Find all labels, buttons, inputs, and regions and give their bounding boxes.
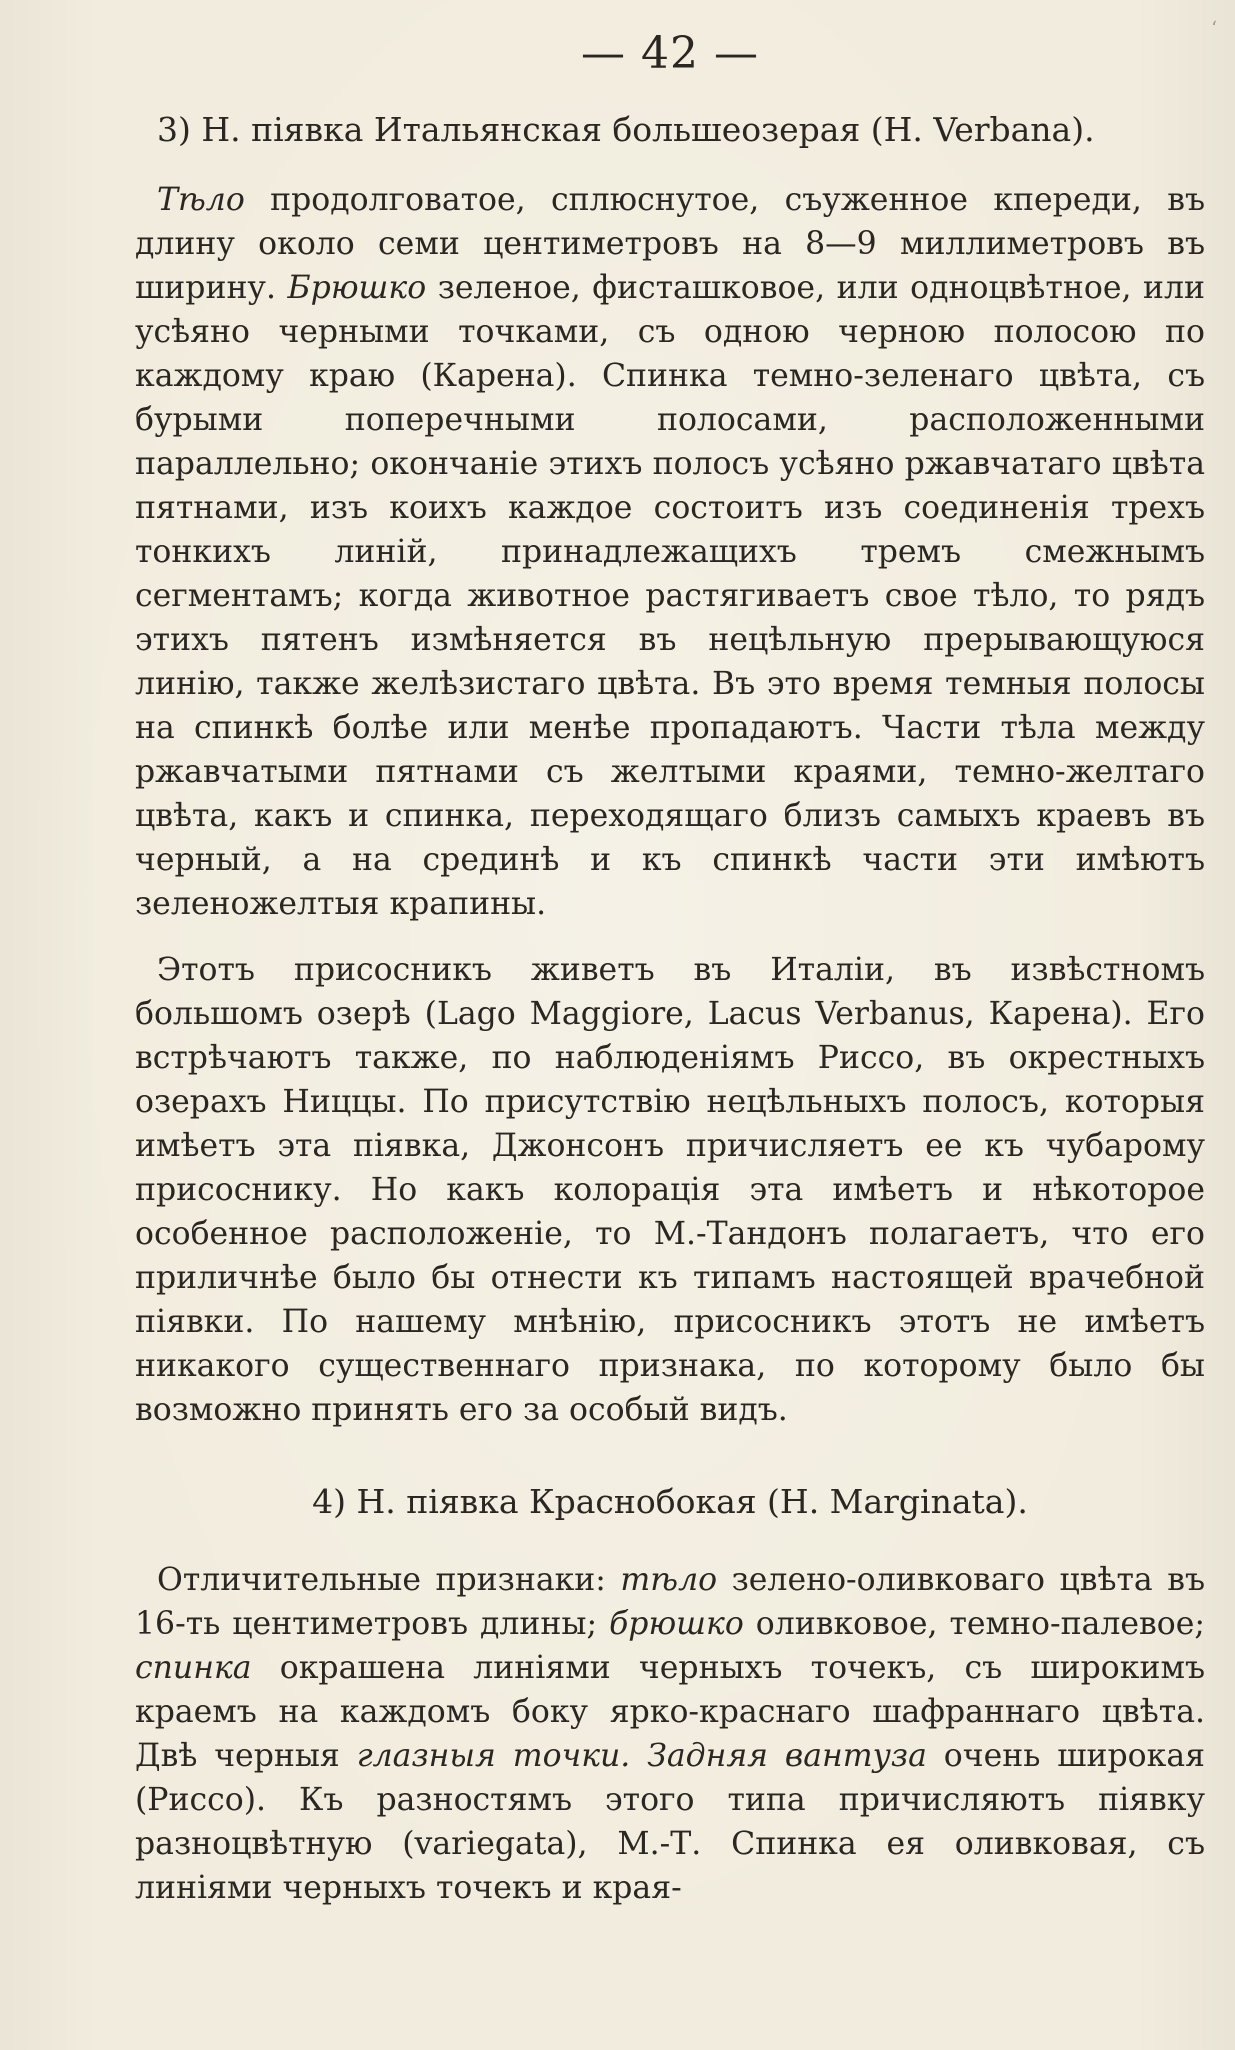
section-3-paragraph-1 (135, 178, 1205, 926)
page-content (135, 30, 1205, 1910)
paragraph-text: Отличительные признаки: (157, 1561, 621, 1598)
italic-term-belly: Брюшко (287, 269, 427, 306)
section-4-heading: 4) Н. піявка Краснобокая (H. Marginata). (312, 1481, 1028, 1521)
section-4-paragraph-1 (135, 1558, 1205, 1910)
paragraph-text: оливковое, темно-палевое; (743, 1605, 1205, 1642)
paragraph-text: зелено-оливковаго цвѣта въ 16-ть центиметровъ длины; (135, 1561, 1205, 1642)
page-number: — 42 — (581, 28, 759, 79)
corner-mark: ‘ (1211, 18, 1217, 39)
italic-term-body: Тѣло (157, 181, 245, 218)
section-3-heading: 3) Н. піявка Итальянская большеозерая (H. Verbana). (157, 110, 1095, 150)
italic-term-eye-points: глазныя точки. Задняя вантуза (356, 1737, 927, 1774)
paragraph-text: очень широкая (Риссо). Къ разностямъ этого типа причисляютъ піявку разноцвѣтную (variegata), М.-Т. Спинка ея оливковая, съ линіями черныхъ точекъ и края- (135, 1737, 1205, 1906)
paragraph-text: окрашена линіями черныхъ точекъ, съ широкимъ краемъ на каждомъ боку ярко-краснаго шафраннаго цвѣта. Двѣ черныя (135, 1649, 1205, 1774)
section-3-paragraph-2: Этотъ присосникъ живетъ въ Италіи, въ извѣстномъ большомъ озерѣ (Lago Maggiore, Lacus Verbanus, Карена). Его встрѣчаютъ также, по наблюденіямъ Риссо, въ окрестныхъ озерахъ Ниццы. По присутствію нецѣльныхъ полосъ, которыя имѣетъ эта піявка, Джонсонъ причисляетъ ее къ чубарому присоснику. Но какъ колорація эта имѣетъ и нѣкоторое особенное расположеніе, то М.-Тандонъ полагаетъ, что его приличнѣе было бы отнести къ типамъ настоящей врачебной піявки. По нашему мнѣнію, присосникъ этотъ не имѣетъ никакого существеннаго признака, по которому было бы возможно принять его за особый видъ. (135, 951, 1205, 1428)
italic-term-belly: брюшко (609, 1605, 744, 1642)
italic-term-body: тѣло (620, 1561, 718, 1598)
paragraph-text: зеленое, фисташковое, или одноцвѣтное, или усѣяно черными точками, съ одною черною полосою по каждому краю (Карена). Спинка темно-зеленаго цвѣта, съ бурыми поперечными полосами, расположенными параллельно; окончаніе этихъ полосъ усѣяно ржавчатаго цвѣта пятнами, изъ коихъ каждое состоитъ изъ соединенія трехъ тонкихъ линій, принадлежащихъ тремъ смежнымъ сегментамъ; когда животное растягиваетъ свое тѣло, то рядъ этихъ пятенъ измѣняется въ нецѣльную прерывающуюся линію, также желѣзистаго цвѣта. Въ это время темныя полосы на спинкѣ болѣе или менѣе пропадаютъ. Части тѣла между ржавчатыми пятнами съ желтыми краями, темно-желтаго цвѣта, какъ и спинка, переходящаго близъ самыхъ краевъ въ черный, а на срединѣ и къ спинкѣ части эти имѣютъ зеленожелтыя крапины. (135, 269, 1205, 922)
paragraph-text: продолговатое, сплюснутое, съуженное кпереди, въ длину около семи центиметровъ на 8—9 миллиметровъ въ ширину. (135, 181, 1205, 306)
italic-term-back: спинка (135, 1649, 252, 1686)
